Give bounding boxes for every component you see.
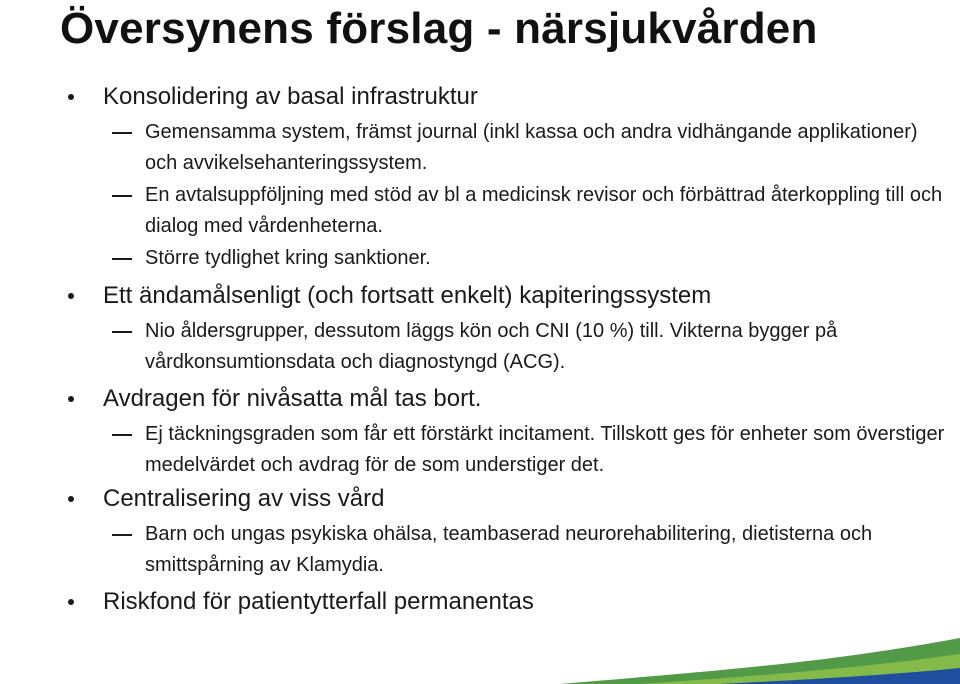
bullet-text: Centralisering av viss vård — [103, 485, 385, 512]
dash-icon — [112, 534, 132, 536]
dash-icon — [112, 258, 132, 260]
sub-bullet-text: En avtalsuppföljning med stöd av bl a medicinsk revisor och förbättrad återkoppling till och dialog med vårdenheterna. — [145, 184, 943, 237]
dash-icon — [112, 331, 132, 333]
dash-icon — [112, 132, 132, 134]
dash-icon — [112, 195, 132, 197]
sub-bullet-text: Gemensamma system, främst journal (inkl kassa och andra vidhängande applikationer) och avvikelsehanteringssystem. — [145, 121, 918, 174]
bullet-text: Ett ändamålsenligt (och fortsatt enkelt) kapiteringssystem — [103, 282, 712, 309]
dash-icon — [112, 434, 132, 436]
sub-bullet-text: Större tydlighet kring sanktioner. — [145, 247, 431, 269]
sub-bullet-text: Ej täckningsgraden som får ett förstärkt incitament. Tillskott ges för enheter som överstiger medelvärdet och avdrag för de som understiger det. — [145, 423, 945, 476]
bullet-text: Avdragen för nivåsatta mål tas bort. — [103, 385, 482, 412]
slide-title: Översynens förslag - närsjukvården — [60, 4, 818, 53]
sub-bullet-text: Barn och ungas psykiska ohälsa, teambaserad neurorehabilitering, dietisterna och smittspårning av Klamydia. — [145, 523, 873, 576]
bullet-text: Konsolidering av basal infrastruktur — [103, 83, 478, 110]
bullet-text: Riskfond för patientytterfall permanentas — [103, 588, 534, 615]
sub-bullet-text: Nio åldersgrupper, dessutom läggs kön och CNI (10 %) till. Vikterna bygger på vårdkonsumtionsdata och diagnostyngd (ACG). — [145, 320, 838, 373]
decorative-swoosh-band — [0, 624, 960, 684]
